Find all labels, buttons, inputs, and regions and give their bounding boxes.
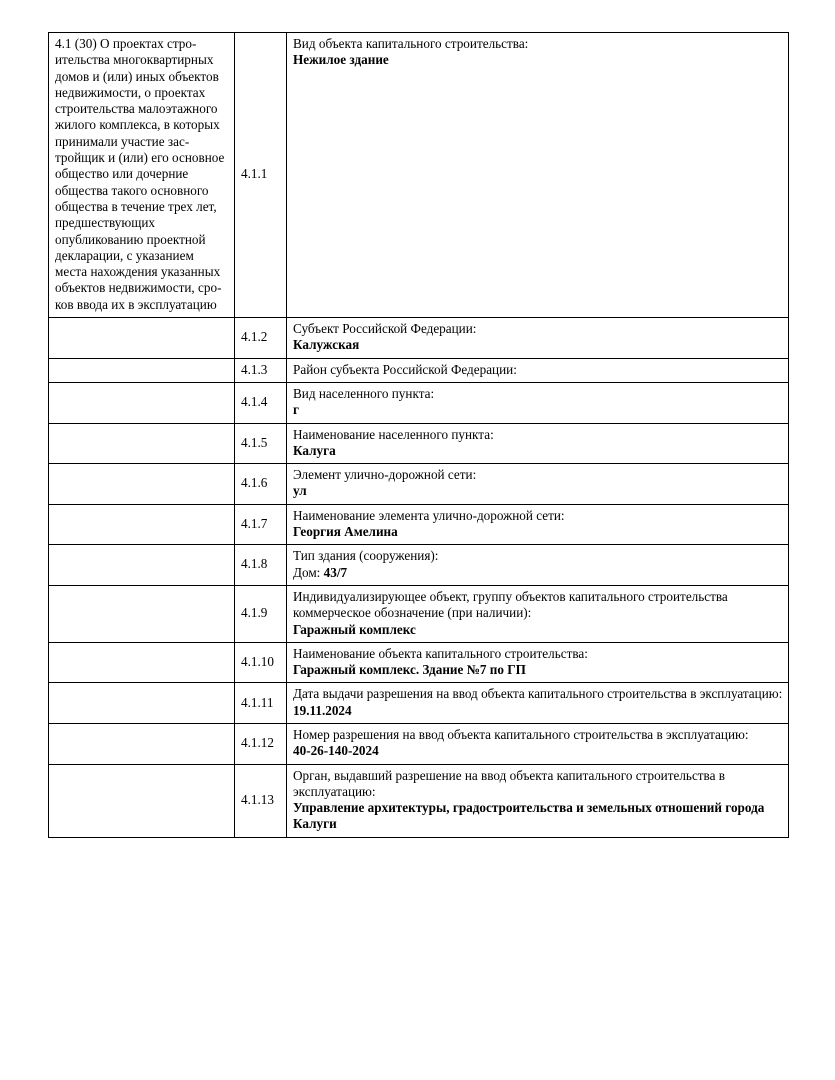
row-value-4-1-12 bbox=[287, 723, 789, 764]
table-row bbox=[49, 585, 789, 642]
row-value-4-1-10 bbox=[287, 642, 789, 683]
row-value-4-1-1 bbox=[287, 33, 789, 318]
empty-label-cell bbox=[49, 545, 235, 586]
row-number-4-1-3: 4.1.3 bbox=[235, 358, 287, 382]
row-value-4-1-9 bbox=[287, 585, 789, 642]
question-text: Наименование элемента улично-дорожной сети: bbox=[293, 507, 565, 523]
empty-label-cell bbox=[49, 683, 235, 724]
answer-text: Гаражный комплекс. Здание №7 по ГП bbox=[293, 662, 526, 678]
row-value-4-1-11 bbox=[287, 683, 789, 724]
row-value-4-1-2 bbox=[287, 318, 789, 359]
empty-label-cell bbox=[49, 723, 235, 764]
answer-text: ул bbox=[293, 483, 307, 499]
row-value-4-1-3 bbox=[287, 358, 789, 382]
row-value-4-1-6 bbox=[287, 464, 789, 505]
table-row bbox=[49, 33, 789, 318]
row-value-4-1-5 bbox=[287, 423, 789, 464]
question-text: Тип здания (сооружения): bbox=[293, 548, 439, 564]
table-row bbox=[49, 382, 789, 423]
row-number-4-1-10: 4.1.10 bbox=[235, 642, 287, 683]
row-number-4-1-12: 4.1.12 bbox=[235, 723, 287, 764]
row-value-4-1-4 bbox=[287, 382, 789, 423]
empty-label-cell bbox=[49, 585, 235, 642]
question-text: Номер разрешения на ввод объекта капитального строительства в эксплуатацию: bbox=[293, 726, 749, 742]
empty-label-cell bbox=[49, 423, 235, 464]
row-number-4-1-5: 4.1.5 bbox=[235, 423, 287, 464]
answer-text: Управление архитектуры, градостроительства и земельных отношений города Калуги bbox=[293, 800, 765, 832]
answer-text: 19.11.2024 bbox=[293, 702, 352, 718]
question-text: Наименование объекта капитального строительства: bbox=[293, 645, 588, 661]
answer-text: Калужская bbox=[293, 337, 360, 353]
table-body bbox=[49, 33, 789, 838]
row-number-4-1-1: 4.1.1 bbox=[235, 33, 287, 318]
question-text: Наименование населенного пункта: bbox=[293, 426, 494, 442]
answer-text: Георгия Амелина bbox=[293, 524, 398, 540]
answer-prefix: Дом: bbox=[293, 564, 324, 580]
row-number-4-1-7: 4.1.7 bbox=[235, 504, 287, 545]
table-row bbox=[49, 358, 789, 382]
row-number-4-1-9: 4.1.9 bbox=[235, 585, 287, 642]
row-number-4-1-2: 4.1.2 bbox=[235, 318, 287, 359]
row-number-4-1-4: 4.1.4 bbox=[235, 382, 287, 423]
answer-text: Нежилое здание bbox=[293, 52, 389, 68]
empty-label-cell bbox=[49, 382, 235, 423]
answer-text: 43/7 bbox=[323, 564, 348, 580]
question-text: Район субъекта Российской Федерации: bbox=[293, 361, 517, 377]
table-row bbox=[49, 423, 789, 464]
empty-label-cell bbox=[49, 464, 235, 505]
empty-label-cell bbox=[49, 764, 235, 837]
question-text: Элемент улично-дорожной сети: bbox=[293, 467, 477, 483]
question-text: Индивидуализирующее объект, группу объектов капитального строительства коммерческое обозначение (при наличии): bbox=[293, 588, 728, 621]
row-value-4-1-13 bbox=[287, 764, 789, 837]
table-row bbox=[49, 464, 789, 505]
table-row bbox=[49, 723, 789, 764]
answer-text: г bbox=[293, 402, 299, 418]
table-row bbox=[49, 764, 789, 837]
declaration-table bbox=[48, 32, 789, 838]
question-text: Вид объекта капитального строительства: bbox=[293, 36, 529, 51]
table-row bbox=[49, 318, 789, 359]
empty-label-cell bbox=[49, 642, 235, 683]
row-number-4-1-13: 4.1.13 bbox=[235, 764, 287, 837]
question-text: Субъект Российской Федерации: bbox=[293, 321, 477, 337]
answer-text: 40-26-140-2024 bbox=[293, 743, 379, 759]
table-row bbox=[49, 683, 789, 724]
empty-label-cell bbox=[49, 318, 235, 359]
answer-line bbox=[293, 565, 783, 581]
question-text: Дата выдачи разрешения на ввод объекта капитального строительства в эксплуатацию: bbox=[293, 686, 783, 702]
table-row bbox=[49, 504, 789, 545]
table-row bbox=[49, 545, 789, 586]
row-number-4-1-8: 4.1.8 bbox=[235, 545, 287, 586]
empty-label-cell bbox=[49, 504, 235, 545]
row-value-4-1-7 bbox=[287, 504, 789, 545]
empty-label-cell bbox=[49, 358, 235, 382]
row-number-4-1-6: 4.1.6 bbox=[235, 464, 287, 505]
row-value-4-1-8 bbox=[287, 545, 789, 586]
table-row bbox=[49, 642, 789, 683]
answer-text: Гаражный комплекс bbox=[293, 621, 416, 637]
question-text: Орган, выдавший разрешение на ввод объекта капитального строительства в эксплуатацию: bbox=[293, 767, 725, 799]
row-number-4-1-11: 4.1.11 bbox=[235, 683, 287, 724]
question-text: Вид населенного пункта: bbox=[293, 385, 435, 401]
answer-text: Калуга bbox=[293, 442, 336, 458]
section-label-cell: 4.1 (30) О проектах строительства многоквартирных домов и (или) иных объектов недвижимости, о проектах строительства малоэтажного жилого комплекса, в которых принимали участие застройщик и (или) его основное общество или дочерние общества такого основного общества в течение трех лет, предшествующих опубликованию проектной декларации, с указанием места нахождения указанных объектов недвижимости, сроков ввода их в эксплуатацию bbox=[49, 33, 235, 318]
